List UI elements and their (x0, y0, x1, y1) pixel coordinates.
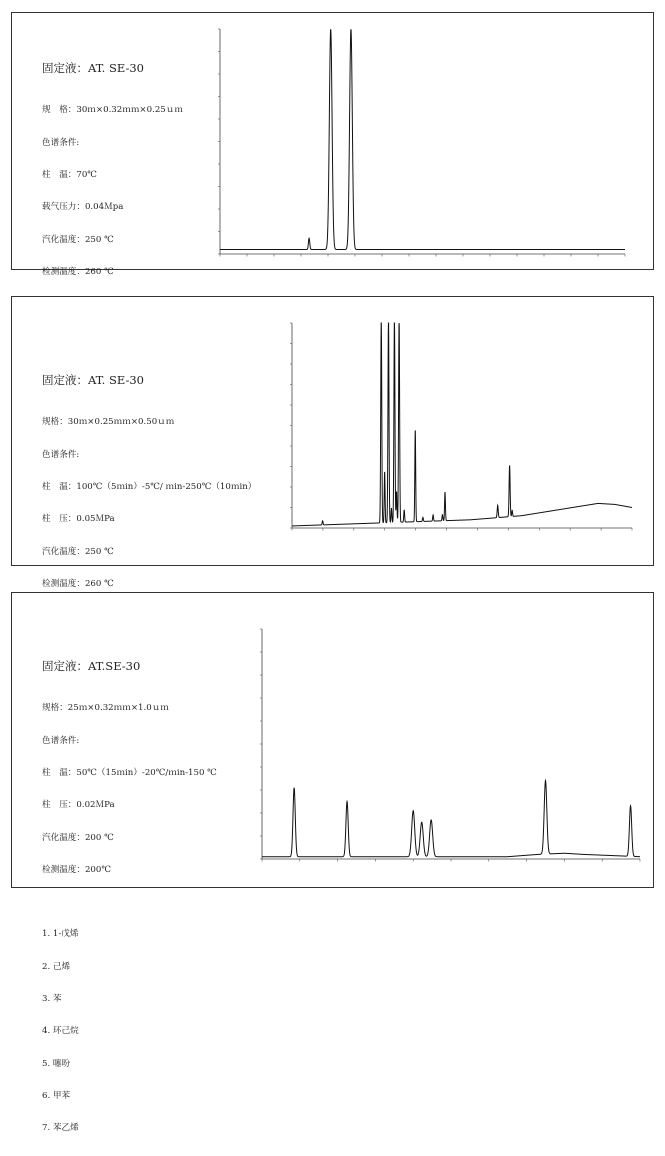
condition-line: 汽化温度：200 ℃ (42, 833, 217, 844)
signal-trace (262, 780, 640, 856)
component-item: 3. 苯 (42, 994, 217, 1005)
condition-line: 规 格：30ｍ×0.32ｍｍ×0.25ｕｍ (42, 105, 183, 116)
chromatogram-plot-2 (284, 317, 639, 542)
condition-line: 柱 温：100℃（5ｍin）-5℃/ ｍin-250℃（10ｍin） (42, 482, 256, 493)
condition-line: 规格：25ｍ×0.32ｍｍ×1.0ｕｍ (42, 703, 217, 714)
condition-line: 汽化温度：250 ℃ (42, 547, 256, 558)
chromatogram-panel-3 (11, 592, 654, 888)
component-item: 1. 1-戊烯 (42, 929, 217, 940)
component-item: 7. 苯乙烯 (42, 1123, 217, 1134)
component-item: 6. 甲苯 (42, 1091, 217, 1102)
condition-line: 载气压力：0.04Ｍpa (42, 202, 183, 213)
condition-line: 色谱条件: (42, 138, 183, 149)
condition-line: 柱 压：0.02ＭPa (42, 800, 217, 811)
condition-line: 汽化温度：250 ℃ (42, 235, 183, 246)
signal-trace (292, 323, 632, 526)
stationary-phase-title: 固定液：AT.SE-30 (42, 659, 217, 674)
component-item: 2. 己烯 (42, 962, 217, 973)
condition-line: 检测温度：260 ℃ (42, 267, 183, 278)
chromatogram-plot-3 (244, 623, 644, 873)
condition-line: 规格：30ｍ×0.25ｍｍ×0.50ｕｍ (42, 417, 256, 428)
signal-trace (220, 29, 625, 249)
stationary-phase-title: 固定液：AT. SE-30 (42, 61, 183, 76)
condition-line: 柱 温：70℃ (42, 170, 183, 181)
condition-line: 色谱条件: (42, 736, 217, 747)
condition-line: 柱 压：0.05ＭPa (42, 514, 256, 525)
chromatogram-panel-1 (11, 12, 654, 270)
condition-line: 检测温度：200℃ (42, 865, 217, 876)
component-item: 4. 环己烷 (42, 1026, 217, 1037)
stationary-phase-title: 固定液：AT. SE-30 (42, 373, 256, 388)
condition-line: 色谱条件: (42, 450, 256, 461)
chromatogram-plot-1 (212, 23, 632, 263)
chromatogram-panel-2 (11, 296, 654, 566)
condition-line: 柱 温：50℃（15ｍin）-20℃/ｍin-150 ℃ (42, 768, 217, 779)
component-item: 5. 噻吩 (42, 1059, 217, 1070)
condition-line: 检测温度：260 ℃ (42, 579, 256, 590)
condition-block (42, 637, 217, 1156)
